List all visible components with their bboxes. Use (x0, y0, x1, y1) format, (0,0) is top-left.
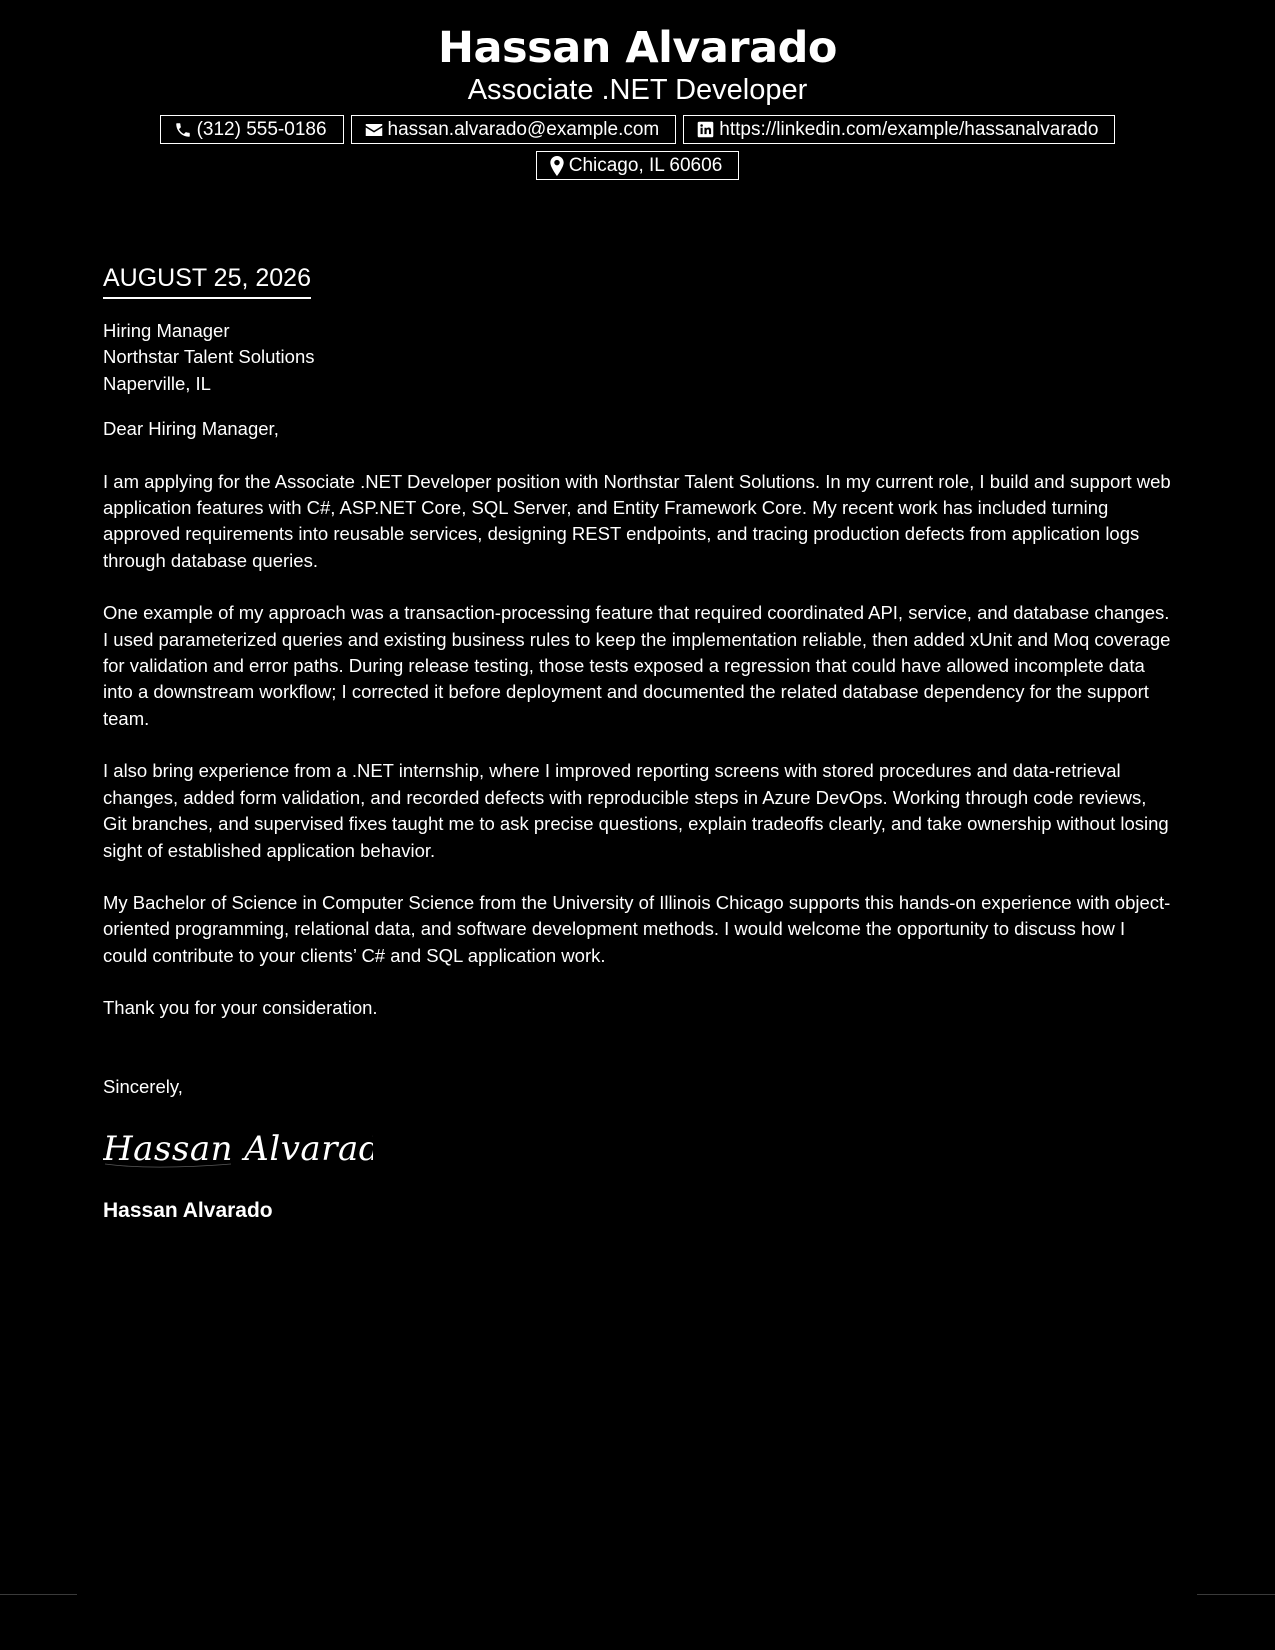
footer-rule-right (1197, 1594, 1275, 1595)
linkedin-icon (697, 121, 714, 138)
location-text: Chicago, IL 60606 (568, 155, 723, 176)
letter-date: AUGUST 25, 2026 (103, 262, 311, 299)
letterhead (0, 22, 1275, 180)
phone-text: (312) 555-0186 (196, 119, 327, 140)
recipient-block (103, 318, 1173, 397)
signoff: Sincerely, (103, 1075, 183, 1097)
signer-name: Hassan Alvarado (103, 1198, 273, 1222)
signature-script: Hassan Alvarado (103, 1128, 373, 1169)
phone-icon (174, 121, 192, 139)
email-text: hassan.alvarado@example.com (387, 119, 660, 140)
body-paragraph: My Bachelor of Science in Computer Science from the University of Illinois Chicago supports this hands-on experience with object-oriented programming, relational data, and software development methods. I would welcome the opportunity to discuss how I could contribute to your clients’ C# and SQL application work. (103, 891, 1171, 966)
contact-email[interactable] (351, 115, 677, 144)
handwritten-signature (103, 1120, 1173, 1176)
applicant-title: Associate .NET Developer (467, 74, 808, 106)
body-paragraph: I am applying for the Associate .NET Developer position with Northstar Talent Solutions. In my current role, I build and support web application features with C#, ASP.NET Core, SQL Server, and Entity Framework Core. My recent work has included turning approved requirements into reusable services, designing REST endpoints, and tracing production defects from application logs through database queries. (103, 470, 1171, 571)
salutation: Dear Hiring Manager, (103, 418, 279, 440)
envelope-icon (365, 122, 383, 138)
applicant-name: Hassan Alvarado (438, 23, 837, 73)
contact-phone[interactable] (160, 115, 344, 144)
recipient-company: Northstar Talent Solutions (103, 346, 315, 368)
body-paragraph: I also bring experience from a .NET internship, where I improved reporting screens with stored procedures and data-retrieval changes, added form validation, and recorded defects with reproducible steps in Azure DevOps. Working through code reviews, Git branches, and supervised fixes taught me to ask precise questions, explain tradeoffs clearly, and take ownership without losing sight of established application behavior. (103, 760, 1169, 861)
contact-bar (138, 115, 1138, 180)
closing-line: Thank you for your consideration. (103, 997, 378, 1019)
linkedin-text: https://linkedin.com/example/hassanalvarado (719, 119, 1099, 140)
letter-body (103, 262, 1173, 1224)
contact-location (536, 151, 740, 180)
recipient-name: Hiring Manager (103, 320, 230, 341)
footer-rule-left (0, 1594, 77, 1595)
map-pin-icon (550, 156, 564, 176)
body-paragraph: One example of my approach was a transaction-processing feature that required coordinated API, service, and database changes. I used parameterized queries and existing business rules to keep the implementation reliable, then added xUnit and Moq coverage for validation and error paths. During release testing, those tests exposed a regression that could have allowed incomplete data into a downstream workflow; I corrected it before deployment and documented the related database dependency for the support team. (103, 602, 1171, 729)
recipient-location: Naperville, IL (103, 372, 211, 394)
contact-linkedin[interactable] (683, 115, 1115, 144)
